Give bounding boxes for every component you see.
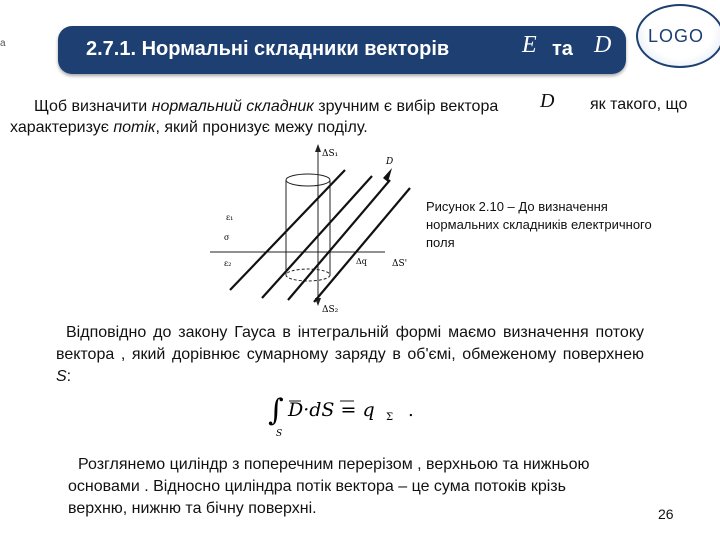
paragraph-gauss (56, 322, 644, 388)
intro-line2a: характеризує (10, 119, 114, 136)
intro-line2c: , який пронизує межу поділу. (155, 119, 368, 136)
field-line-3 (288, 180, 390, 300)
intro-part2: нормальний складник (151, 98, 314, 115)
label-sigma: σ (224, 233, 230, 242)
corner-mark: a (0, 38, 6, 49)
intro-line2b: потік (113, 119, 156, 136)
title-symbol-d: D (594, 32, 612, 58)
title-symbol-e: E (522, 32, 537, 58)
cylinder-text: Розглянемо циліндр з поперечним перерізом , верхньою та нижньою основами . Відносно циліндра потік вектора – це сума потоків крізь верхню, нижню та бічну поверхні. (68, 456, 590, 517)
page-number: 26 (658, 506, 674, 522)
figure-caption: Рисунок 2.10 – До визначення нормальних складників електричного поля (426, 199, 652, 250)
field-line-4 (314, 188, 410, 302)
gauss-symbol-s: S (56, 368, 67, 385)
cylinder-figure (210, 140, 420, 315)
integral-subscript: S (276, 429, 283, 439)
paragraph-cylinder (68, 454, 616, 520)
field-arrow (383, 168, 392, 182)
normal-arrow-top (315, 144, 321, 152)
intro-part3: зручним є вибір вектора (313, 98, 499, 115)
label-dq: Δq (356, 257, 367, 266)
label-ds1: ΔS₁ (322, 149, 339, 159)
intro-vector-d: D (540, 90, 555, 112)
intro-part4: як такого, що (590, 96, 688, 113)
slide-title: 2.7.1. Нормальні складники векторів (86, 38, 450, 60)
formula-lhs: D·dS = q (288, 399, 375, 421)
gauss-formula (266, 388, 426, 440)
title-conjunction: та (552, 38, 573, 60)
formula-end: . (408, 400, 414, 421)
formula-sub-sigma: Σ (386, 412, 394, 423)
logo-text: LOGO (648, 26, 705, 46)
label-ds: ΔS' (392, 259, 408, 269)
label-eps2: ε₂ (224, 259, 232, 268)
label-d: D (386, 157, 394, 167)
intro-part1: Щоб визначити (34, 98, 152, 115)
integral-sign: ∫ (268, 393, 284, 428)
gauss-end: : (66, 368, 72, 385)
field-line-2 (262, 176, 372, 298)
gauss-text: Відповідно до закону Гауса в інтегральній формі маємо визначення потоку вектора , який дорівнює сумарному заряду в об'ємі, обмеженому поверхнею (56, 324, 644, 363)
label-ds2: ΔS₂ (322, 305, 339, 315)
label-eps1: ε₁ (226, 213, 234, 222)
cylinder-top (286, 174, 330, 186)
